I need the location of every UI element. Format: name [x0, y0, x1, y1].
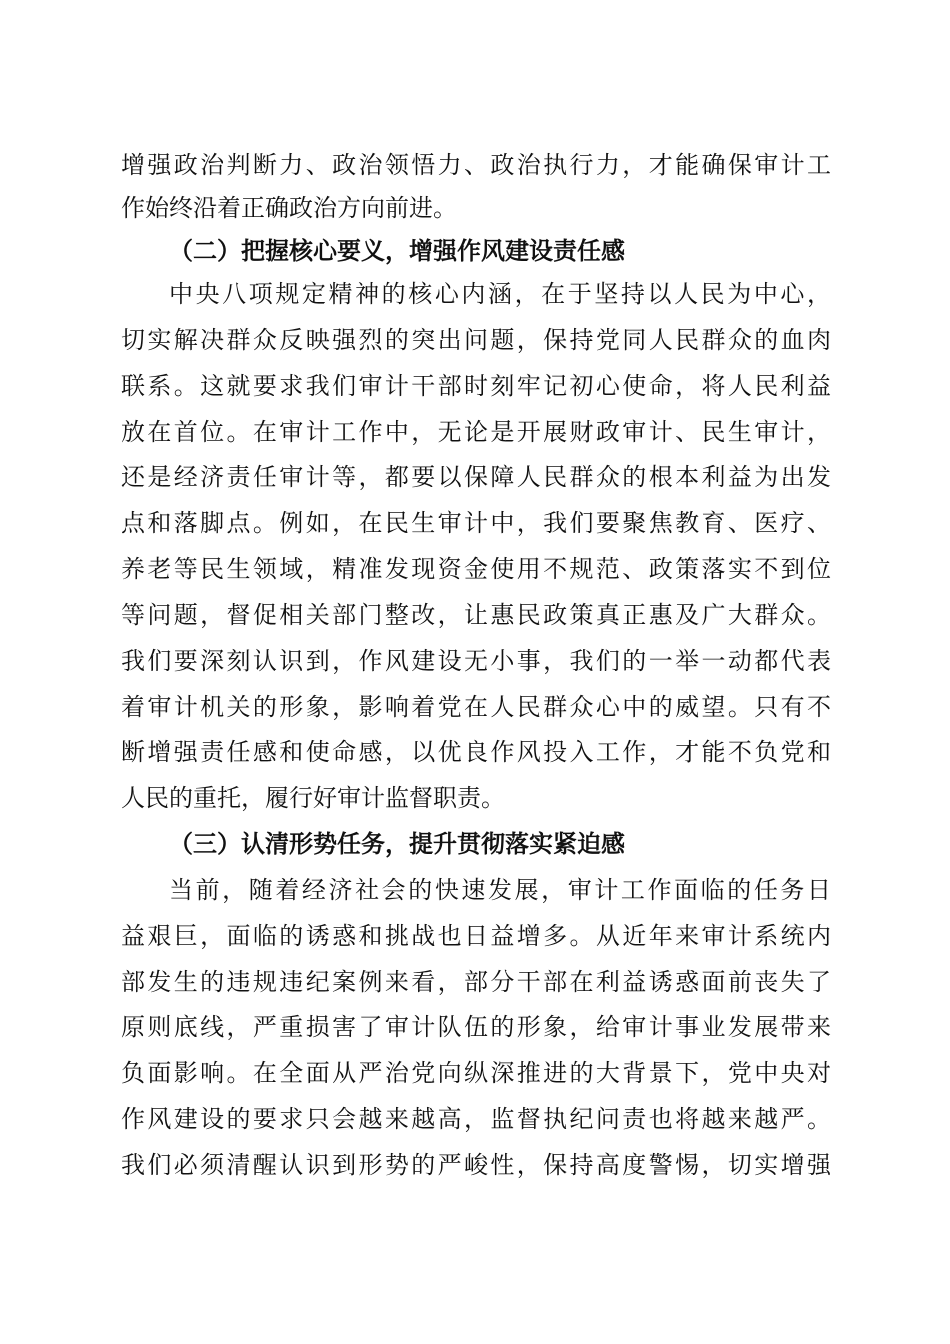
paragraph-line: 人民的重托，履行好审计监督职责。	[121, 784, 505, 812]
paragraph-line: 我们要深刻认识到，作风建设无小事，我们的一举一动都代表	[121, 647, 831, 675]
paragraph-line: 当前，随着经济社会的快速发展，审计工作面临的任务日	[169, 876, 831, 904]
paragraph-line: 还是经济责任审计等，都要以保障人民群众的根本利益为出发	[121, 463, 831, 491]
paragraph-line: 原则底线，严重损害了审计队伍的形象，给审计事业发展带来	[121, 1013, 831, 1041]
paragraph-line: 中央八项规定精神的核心内涵，在于坚持以人民为中心，	[169, 280, 831, 308]
paragraph-line: 点和落脚点。例如，在民生审计中，我们要聚焦教育、医疗、	[121, 509, 831, 537]
paragraph-line: 着审计机关的形象，影响着党在人民群众心中的威望。只有不	[121, 693, 831, 721]
paragraph-line: 我们必须清醒认识到形势的严峻性，保持高度警惕，切实增强	[121, 1151, 831, 1179]
paragraph-line: 切实解决群众反映强烈的突出问题，保持党同人民群众的血肉	[121, 326, 831, 354]
paragraph-line: 益艰巨，面临的诱惑和挑战也日益增多。从近年来审计系统内	[121, 922, 831, 950]
paragraph-line: 等问题，督促相关部门整改，让惠民政策真正惠及广大群众。	[121, 601, 831, 629]
section-heading-2: （二）把握核心要义，增强作风建设责任感	[169, 236, 625, 265]
paragraph-line: 增强政治判断力、政治领悟力、政治执行力，才能确保审计工	[121, 151, 831, 179]
paragraph-line: 作风建设的要求只会越来越高，监督执纪问责也将越来越严。	[121, 1105, 831, 1133]
paragraph-line: 作始终沿着正确政治方向前进。	[121, 194, 457, 222]
paragraph-line: 断增强责任感和使命感，以优良作风投入工作，才能不负党和	[121, 738, 831, 766]
paragraph-line: 部发生的违规违纪案例来看，部分干部在利益诱惑面前丧失了	[121, 968, 831, 996]
paragraph-line: 放在首位。在审计工作中，无论是开展财政审计、民生审计，	[121, 418, 831, 446]
paragraph-line: 养老等民生领域，精准发现资金使用不规范、政策落实不到位	[121, 555, 831, 583]
paragraph-line: 负面影响。在全面从严治党向纵深推进的大背景下，党中央对	[121, 1059, 831, 1087]
section-heading-3: （三）认清形势任务，提升贯彻落实紧迫感	[169, 829, 625, 858]
paragraph-line: 联系。这就要求我们审计干部时刻牢记初心使命，将人民利益	[121, 372, 831, 400]
